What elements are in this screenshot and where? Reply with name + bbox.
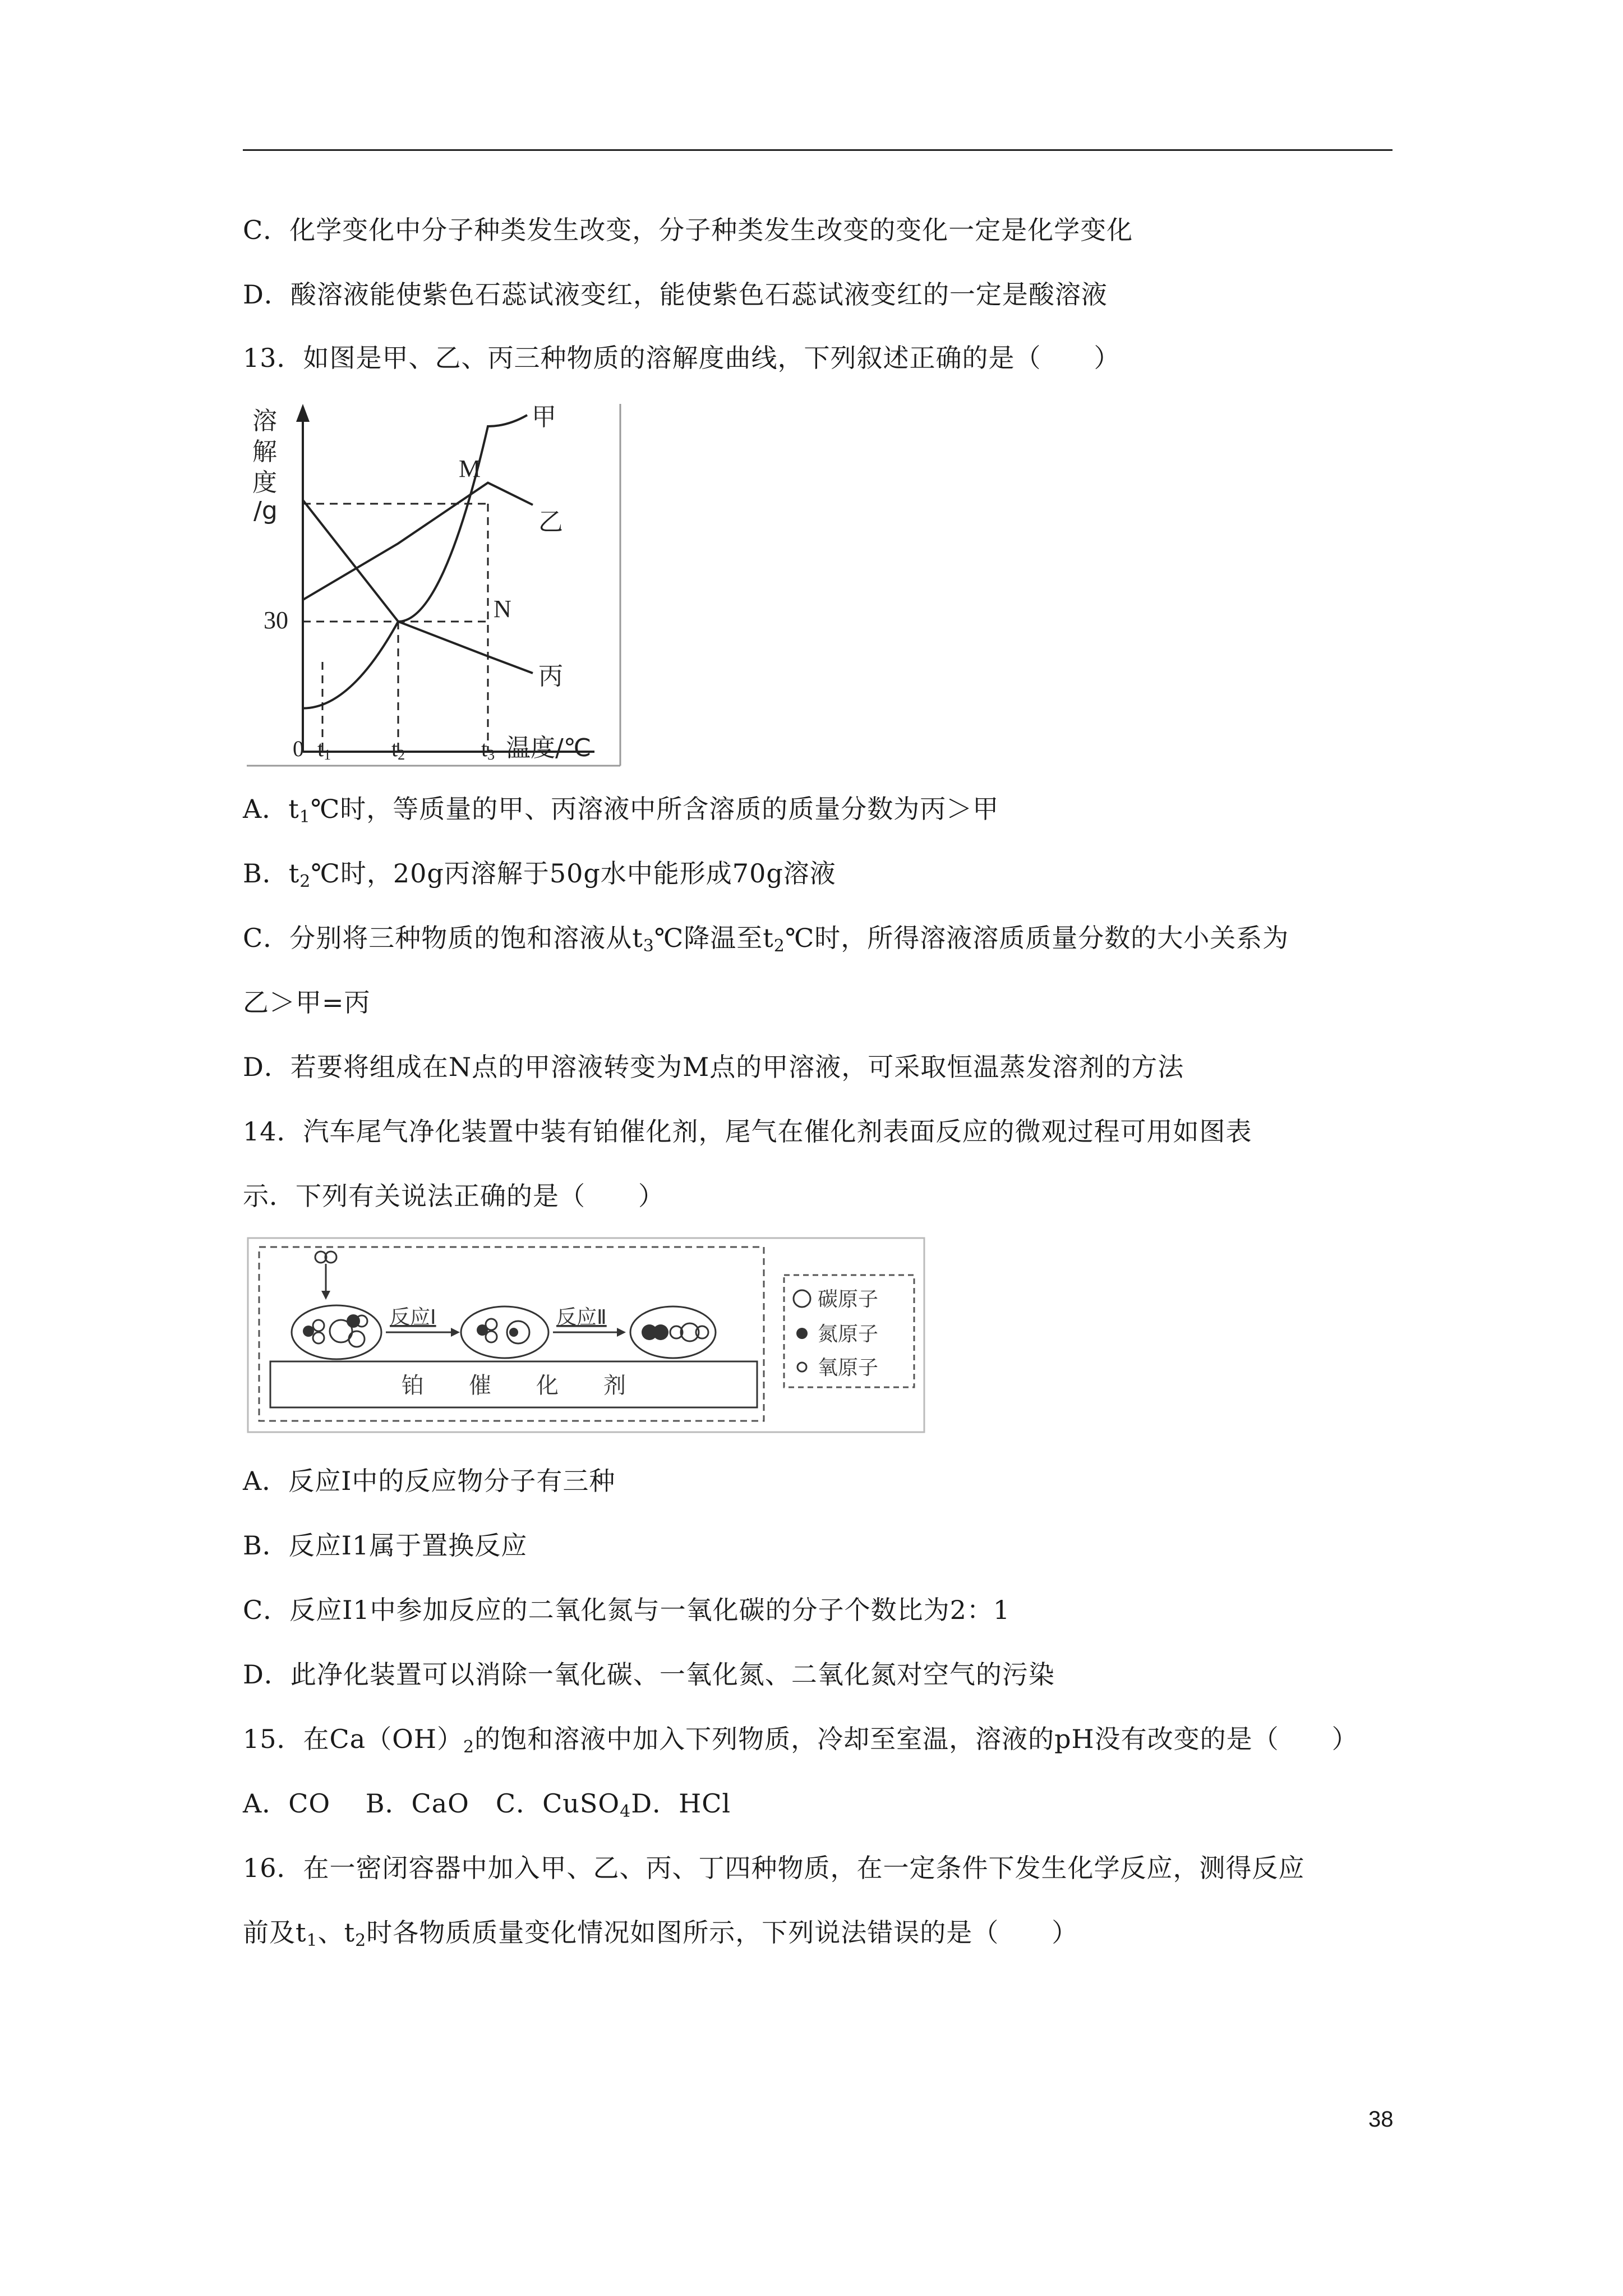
header-rule <box>243 149 1393 151</box>
q15-stem: 15．在$Ca(OH)_2$的饱和溶液中加入下列物质，冷却至室温，溶液的pH没有改变的是（ ） <box>243 1724 1358 1757</box>
y-axis-arrow <box>296 404 310 422</box>
series-label-bing: 丙 <box>538 662 563 691</box>
x-axis-label: 温度/℃ <box>506 734 592 762</box>
legend-oxygen: 氧原子 <box>818 1356 879 1379</box>
q13-option-c-cont: 乙＞甲=丙 <box>243 987 371 1018</box>
incoming-molecule-icon <box>315 1251 336 1300</box>
series-label-jia: 甲 <box>532 403 556 431</box>
legend-carbon: 碳原子 <box>818 1288 879 1311</box>
label-reaction-2: 反应Ⅱ <box>556 1306 607 1329</box>
q13-option-d: D．若要将组成在N点的甲溶液转变为M点的甲溶液，可采取恒温蒸发溶剂的方法 <box>243 1052 1184 1082</box>
stage-3-molecules-icon <box>642 1323 708 1341</box>
q14-stem-1: 14．汽车尾气净化装置中装有铂催化剂，尾气在催化剂表面反应的微观过程可用如图表 <box>243 1116 1252 1147</box>
y-label-2: 解 <box>252 438 277 466</box>
curve-bing <box>303 500 533 673</box>
oxygen-atom-icon <box>797 1363 806 1372</box>
q15-options: A．CO B．CaO C．CuSO$_4$D．HCl <box>243 1788 731 1821</box>
x-tick-t2: t2 <box>391 736 405 763</box>
q13-stem: 13．如图是甲、乙、丙三种物质的溶解度曲线，下列叙述正确的是（ ） <box>243 343 1121 373</box>
carbon-atom-icon <box>794 1290 810 1307</box>
solubility-chart <box>247 393 628 774</box>
q14-stem-2: 示．下列有关说法正确的是（ ） <box>243 1181 665 1211</box>
page-number: 38 <box>1368 2107 1394 2132</box>
q14-option-a: A．反应I中的反应物分子有三种 <box>243 1466 616 1496</box>
x-tick-t3: t3 <box>481 736 495 763</box>
q14-option-c: C．反应I1中参加反应的二氧化氮与一氧化碳的分子个数比为2：1 <box>243 1595 1011 1625</box>
stage-1-molecules-icon <box>303 1314 367 1347</box>
series-label-yi: 乙 <box>538 508 563 536</box>
x-tick-t1: t1 <box>317 736 331 763</box>
legend-nitrogen: 氮原子 <box>818 1323 879 1346</box>
q13-option-b: B．$t_2℃$时，20g丙溶解于50g水中能形成70g溶液 <box>243 858 836 891</box>
stage-2-ellipse <box>461 1306 548 1358</box>
y-label-3: 度 <box>252 468 277 497</box>
x-tick-0: 0 <box>293 736 304 761</box>
stage-2-molecules-icon <box>477 1319 529 1343</box>
q14-option-b: B．反应I1属于置换反应 <box>243 1530 528 1561</box>
q12-option-d: D．酸溶液能使紫色石蕊试液变红，能使紫色石蕊试液变红的一定是酸溶液 <box>243 279 1108 310</box>
y-label-4: /g <box>253 496 278 525</box>
point-label-m: M <box>459 455 481 482</box>
point-label-n: N <box>494 595 511 623</box>
y-tick-30: 30 <box>264 606 288 634</box>
label-reaction-1: 反应Ⅰ <box>390 1306 436 1329</box>
catalyst-diagram <box>247 1237 925 1433</box>
curve-jia <box>303 415 527 708</box>
q12-option-c: C．化学变化中分子种类发生改变，分子种类发生改变的变化一定是化学变化 <box>243 215 1133 245</box>
q16-stem-1: 16．在一密闭容器中加入甲、乙、丙、丁四种物质，在一定条件下发生化学反应，测得反应 <box>243 1853 1305 1883</box>
q13-option-c: C．分别将三种物质的饱和溶液从$t_3℃$降温至$t_2℃$时，所得溶液溶质质量分数的大小关系为 <box>243 923 1289 956</box>
nitrogen-atom-icon <box>796 1328 808 1339</box>
q13-option-a: A．$t_1℃$时，等质量的甲、丙溶液中所含溶质的质量分数为丙＞甲 <box>243 794 999 827</box>
catalyst-label: 铂 催 化 剂 <box>402 1373 626 1398</box>
curve-yi <box>303 483 533 600</box>
q14-option-d: D．此净化装置可以消除一氧化碳、一氧化氮、二氧化氮对空气的污染 <box>243 1659 1055 1690</box>
q16-stem-2: 前及$t_1$、$t_2$时各物质质量变化情况如图所示，下列说法错误的是（ ） <box>243 1917 1078 1950</box>
y-label-1: 溶 <box>252 407 277 435</box>
